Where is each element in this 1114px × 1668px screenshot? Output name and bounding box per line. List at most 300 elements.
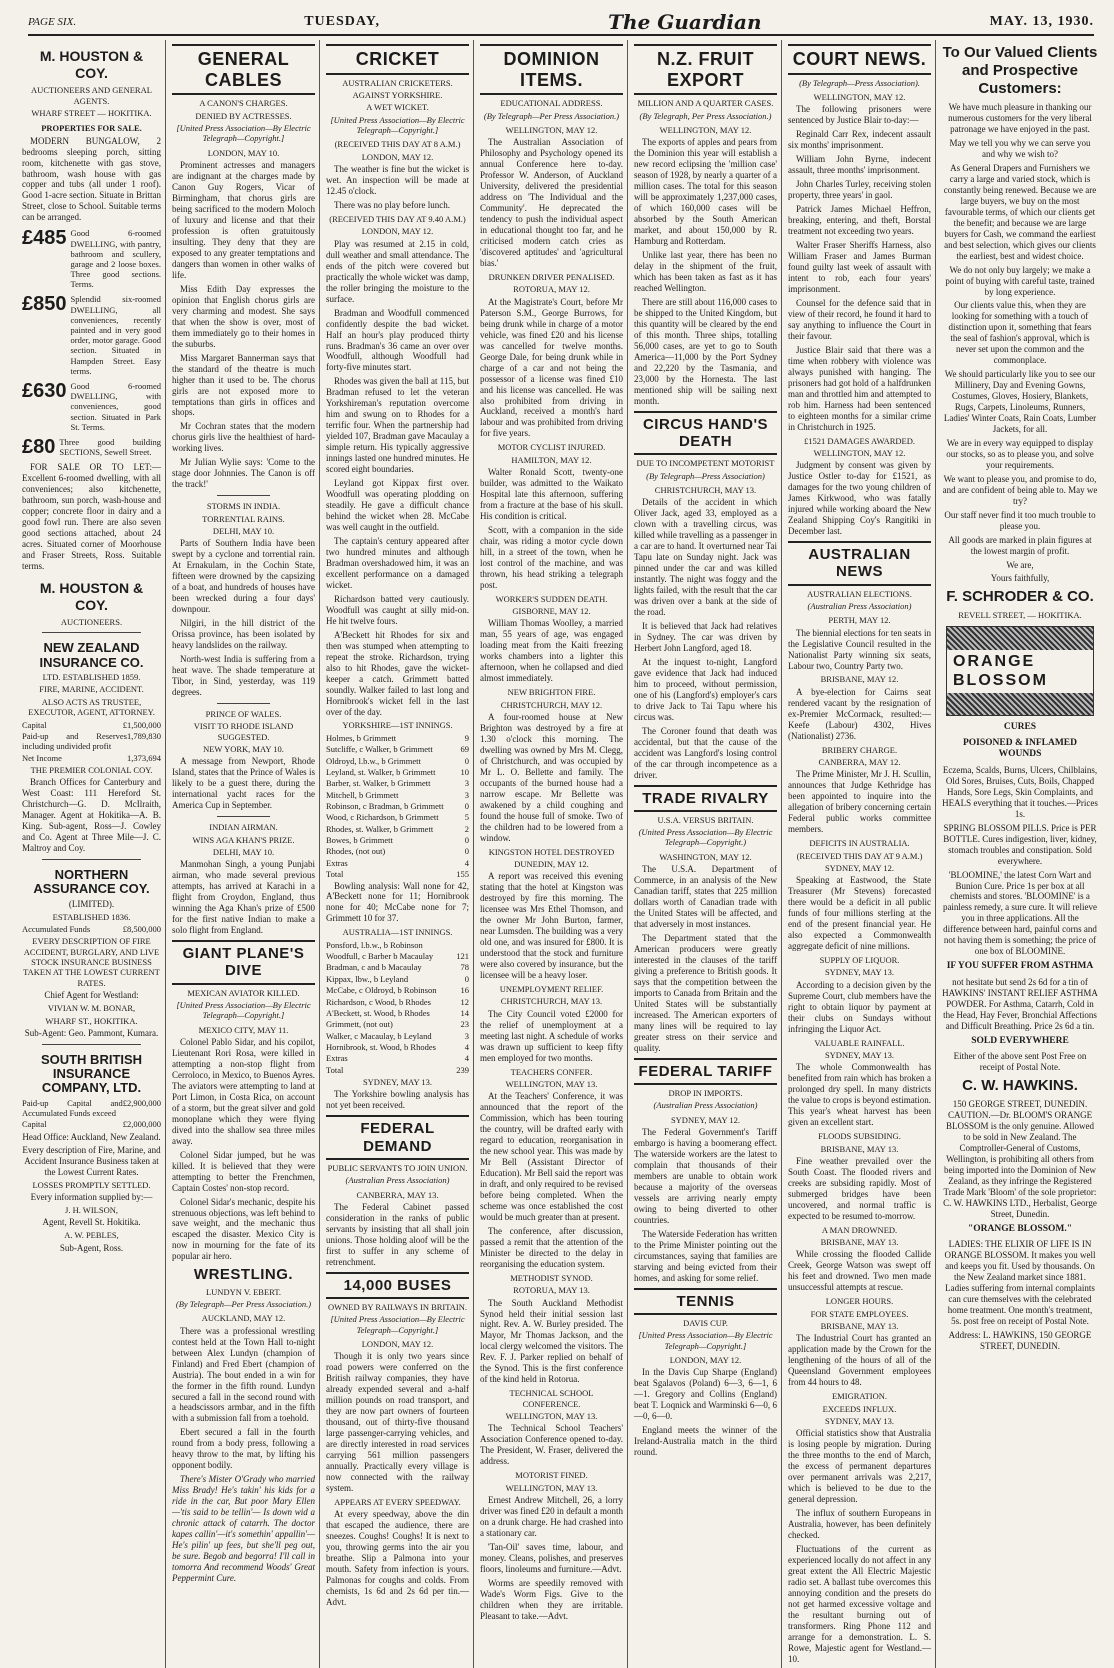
advertisement: 'Tan-Oil' saves time, labour, and money. Cleans, polishes, and preserves floors, linoleums and furniture.—Advt.: [480, 1541, 623, 1574]
orange-blossom-title: "ORANGE BLOSSOM.": [968, 1223, 1072, 1234]
headline-buses: 14,000 BUSES: [326, 1272, 469, 1299]
dateline: ROTORUA, MAY 13.: [513, 1285, 590, 1296]
logo-text: ORANGE BLOSSOM: [947, 650, 1093, 693]
paragraph: Official statistics show that Australia is losing people by migration. During the three months to the end of March, the excess of permanent departures over permanent arrivals was 2,217, which is believed to be due to the general depression.: [788, 1428, 931, 1505]
paragraph: The U.S.A. Department of Commerce, in an analysis of the New Canadian tariff, states that 225 million dollars worth of Canadian trade with the United States will be affected, and that adversely in most instances.: [634, 864, 777, 930]
sb-agent2-location: Sub-Agent, Ross.: [59, 1242, 124, 1253]
scorecard-row: [326, 778, 469, 788]
subhead: WORKER'S SUDDEN DEATH.: [495, 593, 608, 604]
subhead: SUPPLY OF LIQUOR.: [819, 955, 900, 966]
subhead: VISIT TO RHODE ISLAND SUGGESTED.: [193, 721, 294, 742]
paragraph: John Charles Turley, receiving stolen property, three years' in gaol.: [788, 179, 931, 201]
ad-paragraph: LADIES: THE ELIXIR OF LIFE IS IN ORANGE BLOSSOM. It makes you well and keeps you fit. Used by thousands. On the New Zealand market since 1881. Ladies suffering from internal complaints can cure themselves with the celebrated home treatment. One month's treatment, 5s. post free on receipt of Postal Note.: [944, 1239, 1096, 1327]
paragraph: Play was resumed at 2.15 in cold, dull weather and small attendance. The ends of the pitch were covered but practically the whole wicket was damp, the roller bringing the moisture to the surface.: [326, 238, 469, 304]
schroder-address: REVELL STREET, — HOKITIKA.: [958, 609, 1082, 620]
dateline: SYDNEY, MAY 13.: [824, 1050, 895, 1060]
batsman: Leyland, st. Walker, b Grimmett: [326, 766, 436, 777]
subhead: U.S.A. VERSUS BRITAIN.: [657, 814, 754, 825]
runs: 4: [464, 857, 469, 868]
headline-federal-tariff: FEDERAL TARIFF: [634, 1058, 777, 1085]
property-2-text: Splendid six-roomed DWELLING, all conveniences, recently painted and in very good order, motor garage. Good section. Situated in Hampden Street. Easy terms.: [70, 294, 161, 376]
headline-wrestling: WRESTLING.: [193, 1266, 294, 1284]
paragraph: In the Davis Cup Sharpe (England) beat Sgalavos (Poland) 6—3, 6—1, 6—1. Gregory and Collins (England) beat T. Loqnick and Warminski 6—0, 6—0, 6—0.: [634, 1367, 777, 1422]
runs: 78: [460, 962, 469, 973]
column-fruit-export: [634, 40, 782, 1668]
paragraph: There are still about 116,000 cases to be shipped to the United Kingdom, but this quantity will be cleared by the end of this month. Three ships, totalling 56,000 cases, are yet to go to South America—11,000 by the Port Sydney and 22,220 by the Tasmania, and 23,000 by the Hornesta. The last mentioned ship will be sailing next month.: [634, 297, 777, 406]
runs: 0: [464, 755, 469, 766]
property-4: [22, 437, 161, 457]
property-3-text: Good 6-roomed DWELLING, with conveniences, good section. Situated in Park St. Terms.: [70, 380, 161, 432]
property-4-price: £80: [22, 435, 56, 458]
paragraph: Miss Margaret Bannerman says that the standard of the theatre is much higher than it used to be. The chorus girls are not exposed more to temptations than girls in offices and shops.: [172, 352, 315, 418]
advertisement-verse: There's Mister O'Grady who married Miss Brady! He's takin' his kids for a ride in the car, But poor Mary Ellen—'tis said to be tellin'— Is down wid a chronic attack of catarrh. The doctor kapes callin'—it's somethin' appallin'— He's pilin' up fees, but she'll peg out, be sure. Begob and begorra! I'll call in tomorra And recommend Woods' Great Peppermint Cure.: [172, 1474, 315, 1583]
dateline: DELHI, MAY 10.: [212, 525, 275, 536]
scorecard-row: [326, 744, 469, 754]
paragraph: Colonel Sidar's mechanic, despite his strenuous objections, was left behind to save weight, and the mechanic thus escaped the disaster. Mexico City is now in mourning for the fate of its popular air hero.: [172, 1196, 315, 1262]
northern-established: ESTABLISHED 1836.: [52, 911, 131, 922]
south-british-title: SOUTH BRITISH INSURANCE COMPANY, LTD.: [40, 1051, 143, 1096]
batsman: Rhodes, (not out): [326, 846, 386, 857]
hawkins-name: C. W. HAWKINS.: [962, 1077, 1078, 1095]
column-schroder-ad: [942, 40, 1102, 1668]
advertisement: Worms are speedily removed with Wade's Worm Figs. Give to the children when they are irritable. Pleasant to take.—Advt.: [480, 1577, 623, 1621]
nz-insurance-lines: FIRE, MARINE, ACCIDENT.: [39, 684, 144, 695]
asthma-title: IF YOU SUFFER FROM ASTHMA: [946, 961, 1094, 972]
batsman: Sutcliffe, c Walker, b Grimmett: [326, 744, 433, 755]
label: Capital: [22, 1119, 47, 1130]
paragraph: Judgment by consent was given by Justice Ostler to-day for £1521, as damages for the two young children of James Kirkwood, who was fatally injured while working aboard the New Zealand Shipping Coy's Rangitiki in December last.: [788, 460, 931, 537]
paragraph: Colonel Sidar jumped, but he was killed. It is believed that they were attempting to better the Frenchmen, Captain Costes' non-stop record.: [172, 1149, 315, 1193]
property-1-price: £485: [22, 227, 67, 250]
value: 239: [456, 1064, 469, 1075]
paragraph: At the inquest to-night, Langford gave evidence that Jack had induced him to proceed, without permission, one of his (Langford's) employer's cars to drive Jack to Tai Tapu where his circus was.: [634, 656, 777, 722]
wire-credit: [United Press Association—By Electric Telegraph—Copyright.]: [176, 999, 311, 1021]
schroder-firm: F. SCHRODER & CO.: [946, 587, 1094, 605]
masthead: [28, 10, 1094, 36]
paragraph: The weather is fine but the wicket is wet. An inspection will be made at 12.45 o'clock.: [326, 164, 469, 197]
headline-circus-death: CIRCUS HAND'S DEATH: [634, 411, 777, 456]
subhead: TORRENTIAL RAINS.: [202, 513, 285, 524]
subhead: EDUCATIONAL ADDRESS.: [500, 98, 603, 109]
subhead: LONGER HOURS.: [825, 1296, 894, 1307]
label: Paid-up and Reserves including undivided profit: [22, 730, 127, 752]
label: Capital: [22, 719, 47, 730]
paragraph: A report was received this evening stating that the hotel at Kingston was destroyed by fire this morning. The licensee was Mrs Ethel Thomson, and the owner Mr John Burton, farmer, near Lumsden. The building was a very old one, and was insured for £800. It is understood that the stock and furniture were also covered by insurance, but the licensee will be a heavy loser.: [480, 871, 623, 981]
paragraph: The exports of apples and pears from the Dominion this year will establish a new record eclipsing the 'million case' season of 1928, by nearly a quarter of a million cases. The total for this season will be approximately 1,237,000 cases, of which 160,000 cases will be absorbed by the South American market, and about 150,000 by R. Hamburg and Rotterdam.: [634, 137, 777, 247]
wire-credit: (By Telegraph—Press Association): [646, 470, 765, 481]
subhead: DAVIS CUP.: [683, 1317, 728, 1328]
nz-paid-row: [22, 731, 161, 752]
ad-paragraph: All goods are marked in plain figures at the lowest margin of profit.: [948, 534, 1092, 556]
dateline: WELLINGTON, MAY 12.: [813, 92, 906, 103]
northern-title: NORTHERN ASSURANCE COY.: [33, 867, 150, 897]
wire-credit: [United Press Association—By Electric Telegraph—Copyright.]: [330, 114, 465, 136]
paragraph: Details of the accident in which Oliver Jack, aged 33, employed as a clown with a travelling circus, was killed while travelling as a passenger in a car are to hand. It overturned near Tai Tapu late on Sunday night. Jack was pinned under the car and was killed instantly. The night was foggy and the lights failed, with the result that the car was driven over a bank at the side of the road.: [634, 497, 777, 617]
ad-houston2-role: AUCTIONEERS.: [60, 617, 123, 628]
scorecard-row: [326, 951, 469, 961]
runs: 4: [464, 1041, 469, 1052]
scorecard-row: [326, 767, 469, 777]
label: Accumulated Funds: [22, 924, 91, 935]
paragraph: Justice Blair said that there was a time when robbery with violence was always punished with hanging. The prisoners had got hold of a halfdrunken man and throttled him and attempted to rob him. Harness had been sentenced to eighteen months for a similar crime in Christchurch in 1925.: [788, 344, 931, 432]
paragraph: Reginald Carr Rex, indecent assault six months' imprisonment.: [788, 129, 931, 151]
scorecard-australia: [326, 940, 469, 1064]
nz-income-row: [22, 753, 161, 763]
ad-paragraph: Either of the above sent Post Free on receipt of Postal Note.: [953, 1051, 1087, 1073]
paragraph: It is believed that Jack had relatives in Sydney. The car was driven by Herbert John Langford, aged 18.: [634, 620, 777, 653]
batsman: Hornibrook, st. Wood, b Rhodes: [326, 1041, 436, 1052]
northern-subagent: Sub-Agent: Geo. Pammont, Kumara.: [24, 1027, 159, 1038]
paragraph: The Australian Association of Philosophy and Psychology opened its annual Conference here to-day. Professor W. Anderson, of Auckland University, delivered the presidential address on 'The Individual and the Community'. He deprecated the tendency to push the individual aspect in educational thought too far, and he criticised modern catch cries as 'discovered aptitudes' and 'agricultural bias.': [480, 137, 623, 269]
scorecard-row: [326, 824, 469, 834]
subhead: BRIBERY CHARGE.: [821, 744, 898, 755]
dateline: MEXICO CITY, MAY 11.: [198, 1024, 289, 1035]
northern-agent: Chief Agent for Westland:: [44, 990, 139, 1001]
batsman: Extras: [326, 1053, 348, 1064]
sb-capital-row: [22, 1119, 161, 1129]
yorkshire-total: [326, 869, 469, 879]
ad-paragraph: Our staff never find it too much trouble to please you.: [944, 509, 1096, 531]
subhead: METHODIST SYNOD.: [510, 1272, 593, 1283]
advertisement: At every speedway, above the din that escaped the audience, there are sneezes. Coughs! Coughs! It is next to you, throwing germs into the air you breathe. Slip a Palmona into your mouth. Safety from infection is yours. Palmonas for coughs and colds. From chemists, 1s 6d and 2s 6d per tin.—Advt.: [326, 1509, 469, 1608]
runs: 3: [464, 778, 469, 789]
value: 155: [456, 869, 469, 880]
headline-cricket: CRICKET: [326, 44, 469, 75]
subhead: A CANON'S CHARGES.: [199, 98, 288, 109]
paragraph: There was no play before lunch.: [334, 200, 450, 211]
ad-houston2-title: M. HOUSTON & COY.: [39, 579, 144, 614]
batsman: Barber, st. Walker, b Grimmett: [326, 778, 431, 789]
paragraph: Parts of Southern India have been swept by a cyclone and torrential rain. At Ernakulam, in the Cochin State, fifteen were drowned by the capsizing of a boat, and hundreds of houses have been wrecked during a four days' downpour.: [172, 538, 315, 615]
runs: 10: [460, 766, 469, 777]
batsman: Woodfull, c Barber b Macaulay: [326, 951, 434, 962]
subhead: TECHNICAL SCHOOL CONFERENCE.: [509, 1388, 594, 1409]
batsman: Holmes, b Grimmett: [326, 732, 397, 743]
ad-paragraph: We are in every way equipped to display our stocks, so as to please you, and solve your requirements.: [946, 438, 1094, 471]
paragraph: The Yorkshire bowling analysis has not yet been received.: [326, 1089, 469, 1111]
sb-info: Every information supplied by:—: [30, 1192, 153, 1203]
value: £2,000,000: [122, 1119, 161, 1130]
value: £2,900,000: [122, 1097, 161, 1108]
runs: 2: [464, 823, 469, 834]
paragraph: The Prime Minister, Mr J. H. Scullin, announces that Judge Kethridge has been appointed to inquire into the allegation of bribery concerning certain Federal public works committee members.: [788, 769, 931, 835]
paragraph: At the Magistrate's Court, before Mr Paterson S.M., George Burrows, for being drunk while in charge of a motor vehicle, was fined £20 and his license was cancelled for twelve months. George Dale, for being drunk while in charge of a car and not being the possessor of a license was fined £10 and his license was cancelled. He was also prohibited from driving in Auckland, received a month's hard labour and was prohibited from driving for five years.: [480, 296, 623, 439]
subhead: DUE TO INCOMPETENT MOTORIST: [636, 458, 775, 469]
runs: 23: [460, 1019, 469, 1030]
batsman: Kippax, lbw., b Leyland: [326, 973, 409, 984]
paragraph: The City Council voted £2000 for the relief of unemployment at a meeting last night. A schedule of works was drawn up sufficient to keep fifty men employed for two months.: [480, 1008, 623, 1063]
paragraph: The biennial elections for ten seats in the Legislative Council resulted in the Nationalist Party winning six seats, Labour two, Country Party two.: [788, 627, 931, 671]
paragraph: While crossing the flooded Callide Creek, George Watson was swept off his feet and drowned. Two men made unsuccessful attempts at rescue.: [788, 1249, 931, 1293]
paragraph: Miss Edith Day expresses the opinion that English chorus girls are very charming and modest. She says that when the show is over, most of them immediately go to their homes in the suburbs.: [172, 283, 315, 349]
ad-paragraph: not hesitate but send 2s 6d for a tin of HAWKINS' INSTANT RELIEF ASTHMA POWDER. For Asthma, Catarrh, Cold in the Head, Hay Fever, Bronchial Affections and Difficult Breathing. Price 2s 6d a tin.: [942, 976, 1098, 1031]
headline-australian-news: AUSTRALIAN NEWS: [788, 541, 931, 586]
scorecard-row: [326, 985, 469, 995]
paragraph: Walter Ronald Scott, twenty-one builder, was admitted to the Waikato Hospital late this afternoon, suffering from a fracture at the base of his skull. His condition is critical.: [480, 467, 623, 521]
runs: 0: [464, 846, 469, 857]
subhead: AGAINST YORKSHIRE.: [352, 90, 443, 101]
advertisement: Fluctuations of the current as experienced locally do not affect in any great extent the All Electric Majestic radio set. A ballast tube overcomes this annoying condition and the presets do not get harmed excessive voltage and the resultant burning out of transformers. Ring Phone 112 and arrange for a demonstration. L. S. Rowe, Majestic agent for Westland.—10.: [788, 1543, 931, 1664]
scorecard-row: [326, 1053, 469, 1063]
batsman: Bowes, b Grimmett: [326, 835, 393, 846]
paragraph: England meets the winner of the Ireland-Australia match in the third round.: [634, 1425, 777, 1458]
column-cricket: [326, 40, 474, 1668]
northern-agent-address: WHARF ST., HOKITIKA.: [45, 1015, 138, 1026]
scorecard-row: [326, 733, 469, 743]
subhead: FLOODS SUBSIDING.: [818, 1131, 901, 1142]
ad-paragraph: 'BLOOMINE,' the latest Corn Wart and Bunion Cure. Price 1s per box at all chemists and stores. 'BLOOMINE' is a painless remedy, a sure cure. It will relieve you in three applications. All the difference between hard, painful corns and not having them is something; the price of one box of BLOOMINE.: [942, 869, 1098, 957]
scorecard-row: [326, 1019, 469, 1029]
dateline: HAMILTON, MAY 12.: [511, 454, 592, 465]
paragraph: Mr Cochran states that the modern chorus girls live the healthiest of hard-working lives.: [172, 421, 315, 454]
sb-desc: Every description of Fire, Marine, and Accident Insurance Business taken at the Lowest Current Rates.: [22, 1144, 161, 1177]
batsman: Wood, c Richardson, b Grimmett: [326, 812, 439, 823]
property-2: [22, 294, 161, 376]
nz-insurance-established: LTD. ESTABLISHED 1859.: [42, 672, 141, 683]
subhead: NEW BRIGHTON FIRE.: [507, 687, 596, 698]
subhead: EMIGRATION.: [831, 1391, 887, 1402]
dateline: WELLINGTON, MAY 13.: [505, 1078, 598, 1089]
dateline: LONDON, MAY 12.: [361, 1339, 434, 1350]
dateline: PERTH, MAY 12.: [828, 615, 891, 626]
headline-federal-demand: FEDERAL DEMAND: [326, 1115, 469, 1160]
subhead: DENIED BY ACTRESSES.: [195, 110, 292, 121]
scorecard-row: [326, 801, 469, 811]
scorecard-row: [326, 812, 469, 822]
runs: 0: [464, 801, 469, 811]
ad-paragraph: We want to please you, and promise to do, and are confident of being able to. May we try?: [942, 474, 1098, 506]
subhead: INDIAN AIRMAN.: [209, 822, 278, 833]
paragraph: Prominent actresses and managers are indignant at the charges made by Canon Guy Rogers, Vicar of Birmingham, that chorus girls are being sacrificed to the modern Moloch of luxury and license and that their profession is often gratuitously insulting. They deny that they are exposed to any greater temptations and dangers than women in other walks of life.: [172, 160, 315, 280]
paragraph: Scott, with a companion in the side chair, was riding a motor cycle down hill, in a street of the town, when he lost control of the machine, and was thrown, his head striking a telegraph post.: [480, 524, 623, 590]
scorecard-row: [326, 790, 469, 800]
received-note: (RECEIVED THIS DAY AT 9.40 A.M.): [329, 214, 466, 225]
dateline: SYDNEY, MAY 13.: [362, 1077, 433, 1088]
paragraph: Speaking at Eastwood, the State Treasurer (Mr Stevens) forecasted there would be a deficit in all public funds of four millions sterling at the end of the present financial year. He also expected a Commonwealth aggregate deficit of nine millions.: [788, 875, 931, 952]
dateline: WELLINGTON, MAY 12.: [505, 125, 598, 136]
paragraph: Unlike last year, there has been no delay in the shipment of the fruit, which has been taken as fast as it has reached Wellington.: [634, 250, 777, 294]
wire-credit: (By Telegraph—Per Press Association.): [483, 110, 620, 121]
ad-paragraph: 150 GEORGE STREET, DUNEDIN. CAUTION.—Dr. BLOOM'S ORANGE BLOSSOM is the only genuine. Allowed to be sold in New Zealand. The Comptroller-General of Customs, Wellington, is prohibiting all others from being imported into the Dominion of New Zealand, as they infringe the Registered Trade Mark 'Bloom' of the sole proprietor: C. W. HAWKINS LTD., Herbalist, George Street, Dunedin.: [943, 1099, 1097, 1219]
paragraph: Manmohan Singh, a young Punjabi airman, who made several previous attempts, has arrived at Karachi in a flight from Croydon, England, thus winning the Aga Khan's prize of £500 for the first native Indian to make a solo flight from England.: [172, 859, 315, 936]
property-3-price: £630: [22, 379, 67, 402]
received-note: (RECEIVED THIS DAY AT 9 A.M.): [796, 850, 923, 861]
dateline: WELLINGTON, MAY 13.: [505, 1411, 598, 1422]
scorecard-row: [326, 858, 469, 868]
wire-credit: (Australian Press Association): [653, 1100, 758, 1111]
paragraph: The Department stated that the American producers were greatly interested in the clauses of the tariff giving a preference to British goods. It says that the competition between the imports to Canada from Britain and the United States will be substantially increased. The American exporters of many lines will be required to lay greater stress on their service and quality.: [634, 933, 777, 1053]
sold-everywhere: SOLD EVERYWHERE: [971, 1035, 1069, 1046]
scorecard-row: [326, 846, 469, 856]
northern-funds-row: [22, 924, 161, 934]
bowling-analysis: Bowling analysis: Wall none for 42, A'Beckett none for 11; Hornibrook none for 40; McCabe none for 7; Grimmett 10 for 37.: [326, 880, 469, 924]
subhead: AUSTRALIAN ELECTIONS.: [807, 588, 912, 599]
paragraph: Mr Julian Wylie says: 'Come to the stage door Johnnies. The Canon is off the track!': [172, 457, 315, 490]
label: Total: [326, 1064, 344, 1075]
subhead: WINS AGA KHAN'S PRIZE.: [192, 834, 295, 845]
dateline: CANBERRA, MAY 13.: [356, 1189, 439, 1200]
dateline: SYDNEY, MAY 13.: [824, 967, 895, 978]
property-bungalow: MODERN BUNGALOW, 2 bedrooms sleeping porch, sitting room, kitchenette with gas stove, bathroom, wash house with gas copper and tubs (all under 1 roof). Good 1-acre section. Situate in Brittan Street, close to School. Suitable terms can be arranged.: [22, 135, 161, 223]
subhead: KINGSTON HOTEL DESTROYED: [488, 846, 615, 857]
paragraph: A bye-election for Cairns seat rendered vacant by the resignation of ex-Premier McCormack, resulted:—Keefe (Labour) 4302, Hives (Nationalist) 2736.: [788, 686, 931, 741]
wire-credit: [United Press Association—By Electric Telegraph—Copyright.]: [330, 1314, 465, 1335]
scorecard-row: [326, 1042, 469, 1052]
paragraph: The Federal Government's Tariff embargo is having a boomerang effect. The waterside workers are the latest to complain that thousands of their members are unable to obtain work because a majority of the overseas vessels are arriving nearly empty owing to being diverted to other countries.: [634, 1126, 777, 1225]
value: £1,500,000: [122, 719, 161, 730]
subhead: MOTORIST FINED.: [515, 1470, 588, 1481]
dateline: SYDNEY, MAY 12.: [670, 1114, 741, 1125]
nz-premier: THE PREMIER COLONIAL COY.: [30, 764, 153, 775]
paragraph: Rhodes was given the ball at 115, but Bradman refused to let the veteran Yorkshireman's reputation overcome him and swung on to Rhodes for a terrific four. When the partnership had yielded 107, Bradman gave Macaulay a simple return. His typically aggressive innings lasted one hundred minutes. He scored eight boundaries.: [326, 376, 469, 475]
runs: 69: [460, 744, 469, 755]
newspaper-title: The Guardian: [608, 10, 762, 34]
dateline: SYDNEY, MAY 13.: [824, 1415, 895, 1426]
batsman: Ponsford, l.b.w., b Robinson: [326, 939, 423, 950]
dateline: WELLINGTON, MAY 12.: [659, 125, 752, 136]
batsman: Bradman, c and b Macaulay: [326, 962, 422, 973]
subhead: MEXICAN AVIATOR KILLED.: [187, 987, 300, 998]
subhead: PRINCE OF WALES.: [205, 708, 282, 719]
sb-agent1-location: Agent, Revell St. Hokitika.: [42, 1217, 141, 1228]
subhead: A MAN DROWNED.: [821, 1224, 898, 1235]
paragraph: A message from Newport, Rhode Island, states that the Prince of Wales is likely to be a guest there, during the international yacht races for the America Cup in September.: [172, 756, 315, 811]
headline-court-news: COURT NEWS.: [788, 44, 931, 75]
ad-houston-role: AUCTIONEERS AND GENERAL AGENTS.: [31, 85, 152, 106]
dateline: BRISBANE, MAY 12.: [820, 674, 899, 685]
paragraph: William John Byrne, indecent assault, three months' imprisonment.: [788, 154, 931, 176]
wire-credit: (Australian Press Association): [807, 600, 912, 611]
property-1-text: Good 6-roomed DWELLING, with pantry, bathroom and scullery, garage and 2 loose boxes. Three good sections. Terms.: [70, 228, 161, 290]
subhead: APPEARS AT EVERY SPEEDWAY.: [334, 1497, 461, 1508]
dateline: AUCKLAND, MAY 12.: [201, 1313, 286, 1324]
nz-capital-row: [22, 720, 161, 730]
paragraph: North-west India is suffering from a heat wave. The shade temperature at Tibor, in Sind, yesterday, was 119 degrees.: [172, 654, 315, 697]
ad-paragraph: SPRING BLOSSOM PILLS. Price is PER BOTTLE. Cures indigestion, liver, kidney, stomach troubles and constipation. Sold everywhere.: [943, 822, 1097, 866]
newspaper-columns: [22, 40, 1102, 1664]
label: Paid-up Capital and Accumulated Funds exceed: [22, 1097, 123, 1119]
paragraph: The South Auckland Methodist Synod held their initial session last night. Rev. A. W. Burley presided. The Mayor, Mr Thomas Jackson, and the local clergy welcomed the visitors. The Rev. F. J. Parker replied on behalf of the Synod. This is the first conference of the kind held in Rotorua.: [480, 1297, 623, 1385]
batsman: Mitchell, b Grimmett: [326, 789, 399, 800]
paragraph: A four-roomed house at New Brighton was destroyed by a fire at 1.30 o'clock this morning. The dwelling was owned by Mrs M. Clegg, of Christchurch, and was occupied by Mr L. O. Bellette and family. The occupants of the burned house had a narrow escape. Mr Bellette was awakened by a child coughing and found the house full of smoke. Two of the children had to be lowered from a window.: [480, 712, 623, 843]
wire-credit: (By Telegraph—Per Press Association.): [175, 1298, 312, 1309]
batsman: McCabe, c Oldroyd, b Robinson: [326, 985, 437, 996]
runs: 3: [464, 1030, 469, 1041]
masthead-day: TUESDAY,: [304, 14, 381, 29]
paragraph: Though it is only two years since road powers were conferred on the British railway companies, they have already expended several and a-half million pounds on road transport, and they are now part owners of fourteen thousand, out of thirty-five thousand large passenger-carrying vehicles, and are directly interested in road services carrying 561 million passengers annually. Practically every village is now connected with the railway system.: [326, 1351, 469, 1494]
sb-losses: LOSSES PROMPTLY SETTLED.: [32, 1179, 151, 1190]
nz-insurance-title: NEW ZEALAND INSURANCE CO.: [39, 640, 144, 670]
ad-paragraph: As General Drapers and Furnishers we carry a large and varied stock, which is constantly being renewed. Because we are large buyers, we buy on the most favourable terms, of which our clients get the benefit; and because we are large buyers for Cash, we command the earliest and best selection, which gives our clients the earliest, best and widest choice.: [943, 162, 1097, 261]
paragraph: Bradman and Woodfull commenced confidently despite the bad wicket. Half an hour's play produced thirty runs. Bradman's 36 came an over over Woodfull, although Woodfull had forty-five minutes start.: [326, 307, 469, 373]
column-court-news: [788, 40, 936, 1668]
batsman: Rhodes, st. Walker, b Grimmett: [326, 823, 434, 834]
paragraph: The Waterside Federation has written to the Prime Minister pointing out the circumstances, saying that families are starving and being evicted from their homes, and asking for some relief.: [634, 1228, 777, 1283]
masthead-date: MAY. 13, 1930.: [989, 14, 1094, 29]
subhead: DROP IN IMPORTS.: [668, 1087, 743, 1098]
dateline: ROTORUA, MAY 12.: [513, 284, 590, 295]
paragraph: The following prisoners were sentenced by Justice Blair to-day:—: [788, 104, 931, 126]
scorecard-row: [326, 835, 469, 845]
label: Net Income: [22, 752, 62, 763]
dateline: CHRISTCHURCH, MAY 12.: [500, 699, 603, 710]
scorecard-title: AUSTRALIA—1ST INNINGS.: [342, 927, 453, 938]
northern-ltd: (LIMITED).: [68, 898, 115, 909]
batsman: Extras: [326, 857, 348, 868]
paragraph: The Technical School Teachers' Association Conference opened to-day. The President, W. Fraser, delivered the address.: [480, 1423, 623, 1467]
column-dominion-items: [480, 40, 628, 1668]
subhead: TEACHERS CONFER.: [510, 1066, 593, 1077]
runs: 12: [460, 996, 469, 1007]
batsman: Oldroyd, l.b.w., b Grimmett: [326, 755, 421, 766]
scorecard-row: [326, 1008, 469, 1018]
dateline: WASHINGTON, MAY 12.: [659, 851, 752, 862]
wire-credit: [United Press Association—By Electric Telegraph—Copyright.]: [638, 1330, 773, 1351]
paragraph: Richardson batted very cautiously. Woodfull was caught at silly mid-on. He hit twelve fours.: [326, 593, 469, 626]
subhead: DEFICITS IN AUSTRALIA.: [809, 838, 910, 849]
paragraph: The influx of southern Europeans in Australia, however, has been definitely checked.: [788, 1508, 931, 1541]
subhead: UNEMPLOYMENT RELIEF.: [499, 984, 604, 995]
runs: 4: [464, 1053, 469, 1064]
paragraph: Leyland got Kippax first over. Woodfull was operating plodding on steadily. He gave a difficult chance behind the wicket when 28. McCabe was well caught in the outfield.: [326, 478, 469, 533]
paragraph: Ebert secured a fall in the fourth round from a body press, following a heavy throw to the mat, by lifting his opponent bodily.: [172, 1427, 315, 1471]
scorecard-title: YORKSHIRE—1ST INNINGS.: [342, 720, 453, 731]
wire-credit: (Australian Press Association): [345, 1175, 450, 1186]
ad-paragraph: We have much pleasure in thanking our numerous customers for the very liberal patronage we have enjoyed in the past.: [948, 102, 1092, 134]
subhead: FOR STATE EMPLOYEES.: [810, 1308, 909, 1319]
dateline: CHRISTCHURCH, MAY 13.: [654, 484, 757, 495]
paragraph: The Federal Cabinet passed consideration in the ranks of public servants by insisting that all shall join unions. Those holding aloof will be the first to suffer in any scheme of retrenchment.: [326, 1201, 469, 1267]
paragraph: Patrick James Michael Heffron, breaking, entering, and theft, Borstal treatment not exceeding two years.: [788, 204, 931, 237]
subhead: LUNDYN V. EBERT.: [205, 1286, 282, 1297]
runs: 121: [456, 951, 469, 962]
subhead: DRUNKEN DRIVER PENALISED.: [488, 272, 615, 283]
sb-paid-row: [22, 1098, 161, 1119]
ad-paragraph: May we tell you why we can serve you and why we wish to?: [949, 137, 1091, 159]
subhead: STORMS IN INDIA.: [206, 501, 281, 512]
scorecard-yorkshire: [326, 733, 469, 868]
dateline: LONDON, MAY 12.: [361, 151, 434, 162]
runs: 5: [464, 812, 469, 823]
dateline: DUNEDIN, MAY 12.: [514, 859, 589, 869]
received-note: (RECEIVED THIS DAY AT 8 A.M.): [334, 139, 461, 150]
headline-trade-rivalry: TRADE RIVALRY: [634, 785, 777, 812]
nz-insurance-also: ALSO ACTS AS TRUSTEE, EXECUTOR, AGENT, ATTORNEY.: [28, 696, 155, 718]
paragraph: The Industrial Court has granted an application made by the Crown for the lengthening of the hours of all of the Queensland Government employees from 44 hours to 48.: [788, 1333, 931, 1388]
paragraph: Walter Fraser Sheriffs Harness, also William Fraser and James Burman found guilty last week of assault with intent to rob, each four years' imprisonment.: [788, 240, 931, 294]
ad-paragraph: Eczema, Scalds, Burns, Ulcers, Chilblains, Old Sores, Bruises, Cuts, Boils, Chapped Hands, Sore Legs, Skin Complaints, and HEALS everything that it touches.—Prices 1s.: [942, 764, 1098, 819]
subhead: PUBLIC SERVANTS TO JOIN UNION.: [327, 1162, 468, 1173]
sb-agent2: A. W. PEBLES,: [64, 1230, 119, 1241]
runs: 0: [464, 835, 469, 846]
dateline: LONDON, MAY 10.: [207, 147, 280, 158]
subhead: VALUABLE RAINFALL.: [814, 1037, 905, 1048]
column-general-cables: [172, 40, 320, 1668]
label: Total: [326, 869, 344, 880]
runs: 3: [464, 789, 469, 800]
ad-signoff: Yours faithfully,: [990, 572, 1050, 583]
subhead: EXCEEDS INFLUX.: [822, 1403, 897, 1414]
value: 1,373,694: [127, 752, 161, 763]
batsman: Walker, c Macaulay, b Leyland: [326, 1030, 432, 1041]
property-1: [22, 228, 161, 289]
subhead: A WET WICKET.: [366, 102, 429, 113]
wire-credit: (United Press Association—By Electric Telegraph—Copyright.): [638, 827, 773, 848]
dateline: SYDNEY, MAY 12.: [824, 862, 895, 873]
sb-office: Head Office: Auckland, New Zealand.: [22, 1131, 161, 1142]
northern-desc: EVERY DESCRIPTION OF FIRE ACCIDENT, BURGLARY, AND LIVE STOCK INSURANCE BUSINESS TAKEN AT THE LOWEST CURRENT RATES.: [23, 936, 160, 988]
property-3: [22, 381, 161, 432]
